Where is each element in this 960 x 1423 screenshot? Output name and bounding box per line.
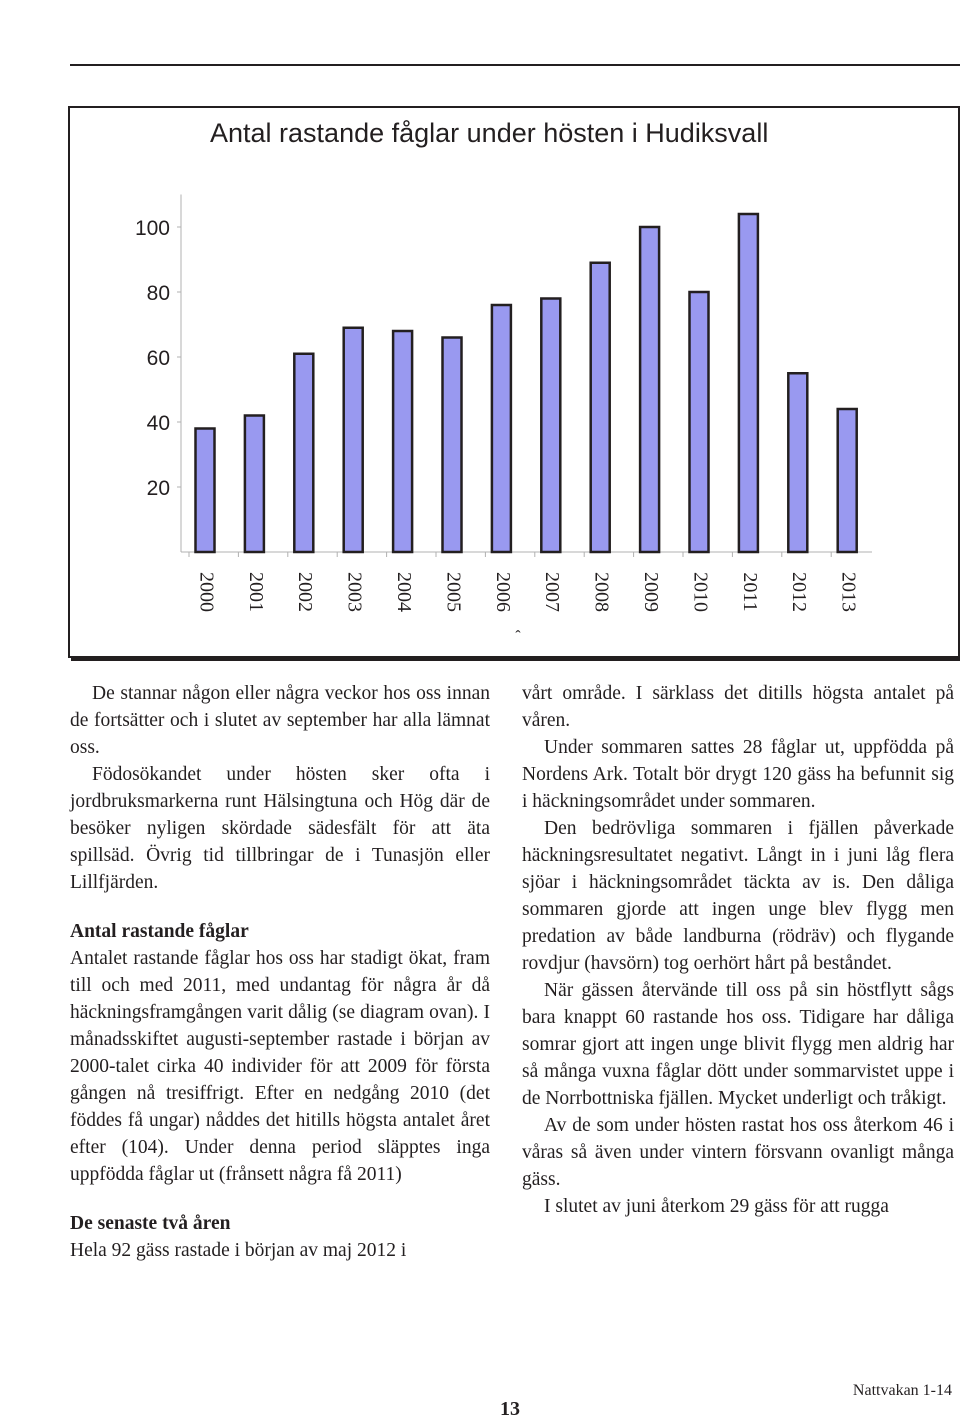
x-tick-label-2006: 2006 xyxy=(491,572,514,612)
y-tick-label: 60 xyxy=(146,347,170,370)
chart-title: Antal rastande fåglar under hösten i Hudiksvall xyxy=(210,118,769,148)
section-heading-senaste: De senaste två åren xyxy=(70,1213,231,1234)
bar-2000 xyxy=(196,429,215,553)
left-paragraph-2: Födosökandet under hösten sker ofta i jordbruksmarkerna runt Hälsingtuna och Hög där de besöker nyligen skördade sädesfält för att äta spillsäd. Övrig tid tillbringar de i Tunasjön eller Lillfjärden. xyxy=(70,764,490,893)
right-paragraph-5: Av de som under hösten rastat hos oss återkom 46 i våras så även under vintern försvann ovanligt många gäss. xyxy=(522,1115,954,1190)
bar-2012 xyxy=(788,373,807,552)
left-paragraph-4: Hela 92 gäss rastade i början av maj 2012 i xyxy=(70,1240,407,1261)
publication-label: Nattvakan 1-14 xyxy=(852,1382,952,1399)
bar-2013 xyxy=(838,409,857,552)
x-tick-label-2013: 2013 xyxy=(837,572,860,612)
bar-2004 xyxy=(393,331,412,552)
x-tick-label-2001: 2001 xyxy=(244,572,267,612)
bar-2011 xyxy=(739,214,758,552)
bar-2009 xyxy=(640,227,659,552)
right-paragraph-4: När gässen återvände till oss på sin höstflytt sågs bara knappt 60 rastande hos oss. Tidigare har dåliga somrar gjort att ingen unge blivit flygg men aldrig har så många vuxna fåglar dött under sommarvistet uppe i de Norrbottniska fjällen. Mycket underligt och tråkigt. xyxy=(522,980,954,1109)
page-number: 13 xyxy=(500,1398,520,1420)
right-paragraph-2: Under sommaren sattes 28 fåglar ut, uppfödda på Nordens Ark. Totalt bör drygt 120 gäss ha befunnit sig i häckningsområdet under sommaren. xyxy=(522,737,954,812)
x-tick-label-2000: 2000 xyxy=(195,572,218,612)
right-paragraph-3: Den bedrövliga sommaren i fjällen påverkade häckningsresultatet negativt. Långt in i juni låg flera sjöar i häckningsområdet täckta av is. Den dåliga sommaren gjorde att ingen unge blev flygg men predation av både landburna (rödräv) och flygande rovdjur (havsörn) tog oerhört hårt på beståndet. xyxy=(522,818,954,974)
left-paragraph-1: De stannar någon eller några veckor hos oss innan de fortsätter och i slutet av september har alla lämnat oss. xyxy=(70,683,490,758)
bar-2010 xyxy=(690,292,709,552)
bar-2007 xyxy=(541,299,560,553)
x-tick-label-2004: 2004 xyxy=(393,572,416,612)
right-paragraph-1: vårt område. I särklass det ditills högsta antalet på våren. xyxy=(522,683,954,731)
chart-note-mark: ˆ xyxy=(515,629,521,646)
y-tick-label: 100 xyxy=(134,217,170,240)
bar-2008 xyxy=(591,263,610,552)
x-tick-label-2008: 2008 xyxy=(590,572,613,612)
x-tick-label-2005: 2005 xyxy=(442,572,465,612)
section-heading-antal: Antal rastande fåglar xyxy=(70,921,249,942)
y-tick-label: 40 xyxy=(146,412,170,435)
right-column xyxy=(522,680,954,1220)
y-tick-label: 20 xyxy=(146,477,170,500)
bar-2002 xyxy=(294,354,313,552)
left-column xyxy=(70,680,490,1264)
x-tick-label-2007: 2007 xyxy=(541,572,564,612)
left-paragraph-3: Antalet rastande fåglar hos oss har stadigt ökat, fram till och med 2011, med undantag för några år då häckningsframgången varit dålig (se diagram ovan). I månadsskiftet augusti-september rastade i början av 2000-talet cirka 40 individer för att 2009 för första gången nå tresiffrigt. Efter en nedgång 2010 (det föddes få ungar) nåddes det hitills högsta antalet året efter (104). Under denna period släpptes inga uppfödda fåglar ut (frånsett några få 2011) xyxy=(70,948,490,1185)
x-tick-label-2011: 2011 xyxy=(738,572,761,612)
bar-2001 xyxy=(245,416,264,553)
x-tick-label-2010: 2010 xyxy=(689,572,712,612)
x-tick-label-2003: 2003 xyxy=(343,572,366,612)
bar-2003 xyxy=(344,328,363,552)
bar-2006 xyxy=(492,305,511,552)
y-tick-label: 80 xyxy=(146,282,170,305)
bar-2005 xyxy=(443,338,462,553)
x-tick-label-2012: 2012 xyxy=(788,572,811,612)
x-tick-label-2002: 2002 xyxy=(294,572,317,612)
bar-chart xyxy=(0,0,960,700)
right-paragraph-6: I slutet av juni återkom 29 gäss för att rugga xyxy=(544,1196,889,1217)
x-tick-label-2009: 2009 xyxy=(640,572,663,612)
